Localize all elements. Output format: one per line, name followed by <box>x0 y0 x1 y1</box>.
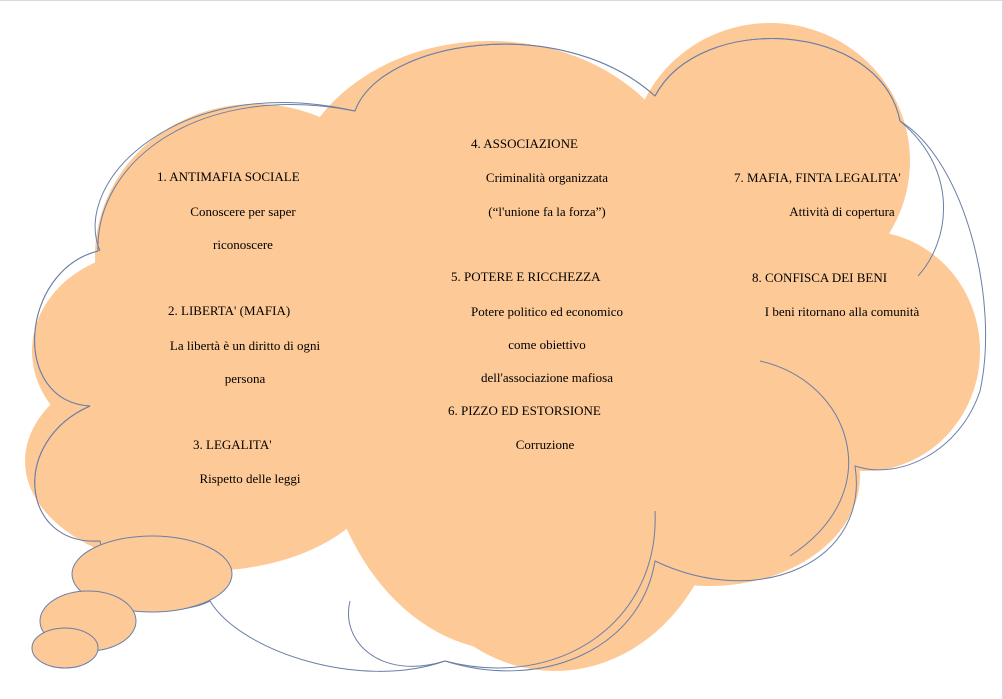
cloud-shape <box>0 1 1003 699</box>
item-8-heading: 8. CONFISCA DEI BENI <box>752 270 888 285</box>
item-2-line-1: La libertà è un diritto di ogni <box>169 338 321 353</box>
item-2-heading: 2. LIBERTA' (MAFIA) <box>168 303 291 318</box>
cloud-lobe <box>540 181 900 481</box>
item-5-line-3: dell'associazione mafiosa <box>481 370 613 385</box>
item-4-line-1: Criminalità organizzata <box>485 170 609 185</box>
item-1-heading: 1. ANTIMAFIA SOCIALE <box>157 169 300 184</box>
item-3-heading: 3. LEGALITA' <box>193 437 272 452</box>
item-1-line-1: Conoscere per saper <box>190 204 296 219</box>
thought-bubble <box>32 628 98 668</box>
item-4-line-2: (“l'unione fa la forza”) <box>488 204 606 219</box>
item-7-heading: 7. MAFIA, FINTA LEGALITA' <box>734 170 901 185</box>
item-3-line-1: Rispetto delle leggi <box>199 471 301 486</box>
item-1-line-2: riconoscere <box>213 237 273 252</box>
item-4-heading: 4. ASSOCIAZIONE <box>471 136 578 151</box>
item-7-line-1: Attività di copertura <box>789 204 895 219</box>
item-6-line-1: Corruzione <box>515 437 575 452</box>
item-6-heading: 6. PIZZO ED ESTORSIONE <box>448 403 601 418</box>
item-5-line-2: come obiettivo <box>508 337 586 352</box>
item-2-line-2: persona <box>224 371 266 386</box>
item-8-line-1: I beni ritornano alla comunità <box>764 304 920 319</box>
item-5-line-1: Potere politico ed economico <box>471 304 623 319</box>
item-5-heading: 5. POTERE E RICCHEZZA <box>451 269 601 284</box>
